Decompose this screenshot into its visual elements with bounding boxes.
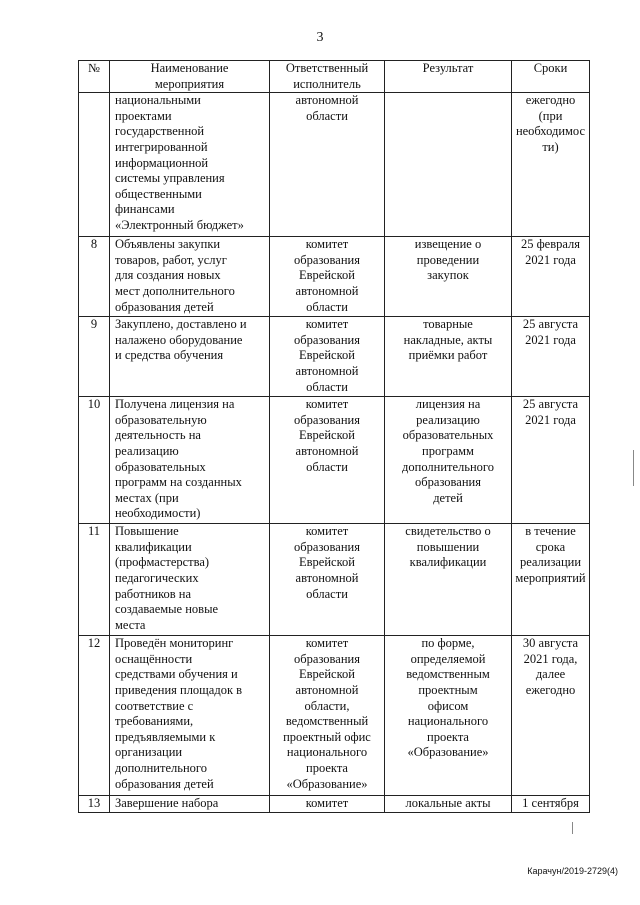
- row-result: товарные накладные, акты приёмки работ: [385, 317, 512, 397]
- row-name: Повышение квалификации (профмастерства) педагогических работников на создаваемые новые места: [110, 524, 270, 636]
- table-row: [79, 397, 590, 524]
- row-deadline: 1 сентября: [512, 796, 590, 813]
- row-responsible: комитет образования Еврейской автономной области: [270, 237, 385, 317]
- row-name: Проведён мониторинг оснащённости средствами обучения и приведения площадок в соответствие с требованиями, предъявляемыми к организации дополнительного образования детей: [110, 636, 270, 796]
- row-responsible: комитет образования Еврейской автономной области: [270, 397, 385, 524]
- scan-artifact-line: [572, 822, 573, 834]
- row-number: 12: [79, 636, 110, 796]
- row-responsible: комитет образования Еврейской автономной области: [270, 524, 385, 636]
- table-row: [79, 237, 590, 317]
- row-result: по форме, определяемой ведомственным проектным офисом национального проекта «Образование»: [385, 636, 512, 796]
- row-responsible: автономной области: [270, 93, 385, 237]
- header-responsible: Ответственный исполнитель: [270, 61, 385, 93]
- row-number: 8: [79, 237, 110, 317]
- row-name: Закуплено, доставлено и налажено оборудование и средства обучения: [110, 317, 270, 397]
- row-responsible: комитет образования Еврейской автономной области: [270, 317, 385, 397]
- row-deadline: в течение срока реализации мероприятий: [512, 524, 590, 636]
- row-result: лицензия на реализацию образовательных программ дополнительного образования детей: [385, 397, 512, 524]
- measures-table: [78, 60, 590, 813]
- row-result: [385, 93, 512, 237]
- row-name: Завершение набора: [110, 796, 270, 813]
- row-number: 10: [79, 397, 110, 524]
- page-number: 3: [316, 30, 324, 45]
- table-row: [79, 796, 590, 813]
- row-name: Объявлены закупки товаров, работ, услуг для создания новых мест дополнительного образования детей: [110, 237, 270, 317]
- row-responsible: комитет образования Еврейской автономной области, ведомственный проектный офис национального проекта «Образование»: [270, 636, 385, 796]
- row-number: 9: [79, 317, 110, 397]
- row-result: свидетельство о повышении квалификации: [385, 524, 512, 636]
- header-result: Результат: [385, 61, 512, 93]
- header-number: №: [79, 61, 110, 93]
- row-deadline: 30 августа 2021 года, далее ежегодно: [512, 636, 590, 796]
- row-name: Получена лицензия на образовательную деятельность на реализацию образовательных программ на созданных местах (при необходимости): [110, 397, 270, 524]
- row-deadline: 25 февраля 2021 года: [512, 237, 590, 317]
- row-result: локальные акты: [385, 796, 512, 813]
- row-deadline: 25 августа 2021 года: [512, 317, 590, 397]
- row-name: национальными проектами государственной интегрированной информационной системы управления общественными финансами «Электронный бюджет»: [110, 93, 270, 237]
- row-number: [79, 93, 110, 237]
- table-row: [79, 317, 590, 397]
- row-number: 13: [79, 796, 110, 813]
- footer-reference: Карачун/2019-2729(4): [527, 866, 618, 876]
- table-row: [79, 524, 590, 636]
- table-row: [79, 636, 590, 796]
- header-name: Наименование мероприятия: [110, 61, 270, 93]
- table-header-row: [79, 61, 590, 93]
- row-number: 11: [79, 524, 110, 636]
- scan-artifact-line: [633, 450, 634, 486]
- table-row: [79, 93, 590, 237]
- row-deadline: 25 августа 2021 года: [512, 397, 590, 524]
- header-deadline: Сроки: [512, 61, 590, 93]
- row-responsible: комитет: [270, 796, 385, 813]
- row-result: извещение о проведении закупок: [385, 237, 512, 317]
- row-deadline: ежегодно (при необходимос ти): [512, 93, 590, 237]
